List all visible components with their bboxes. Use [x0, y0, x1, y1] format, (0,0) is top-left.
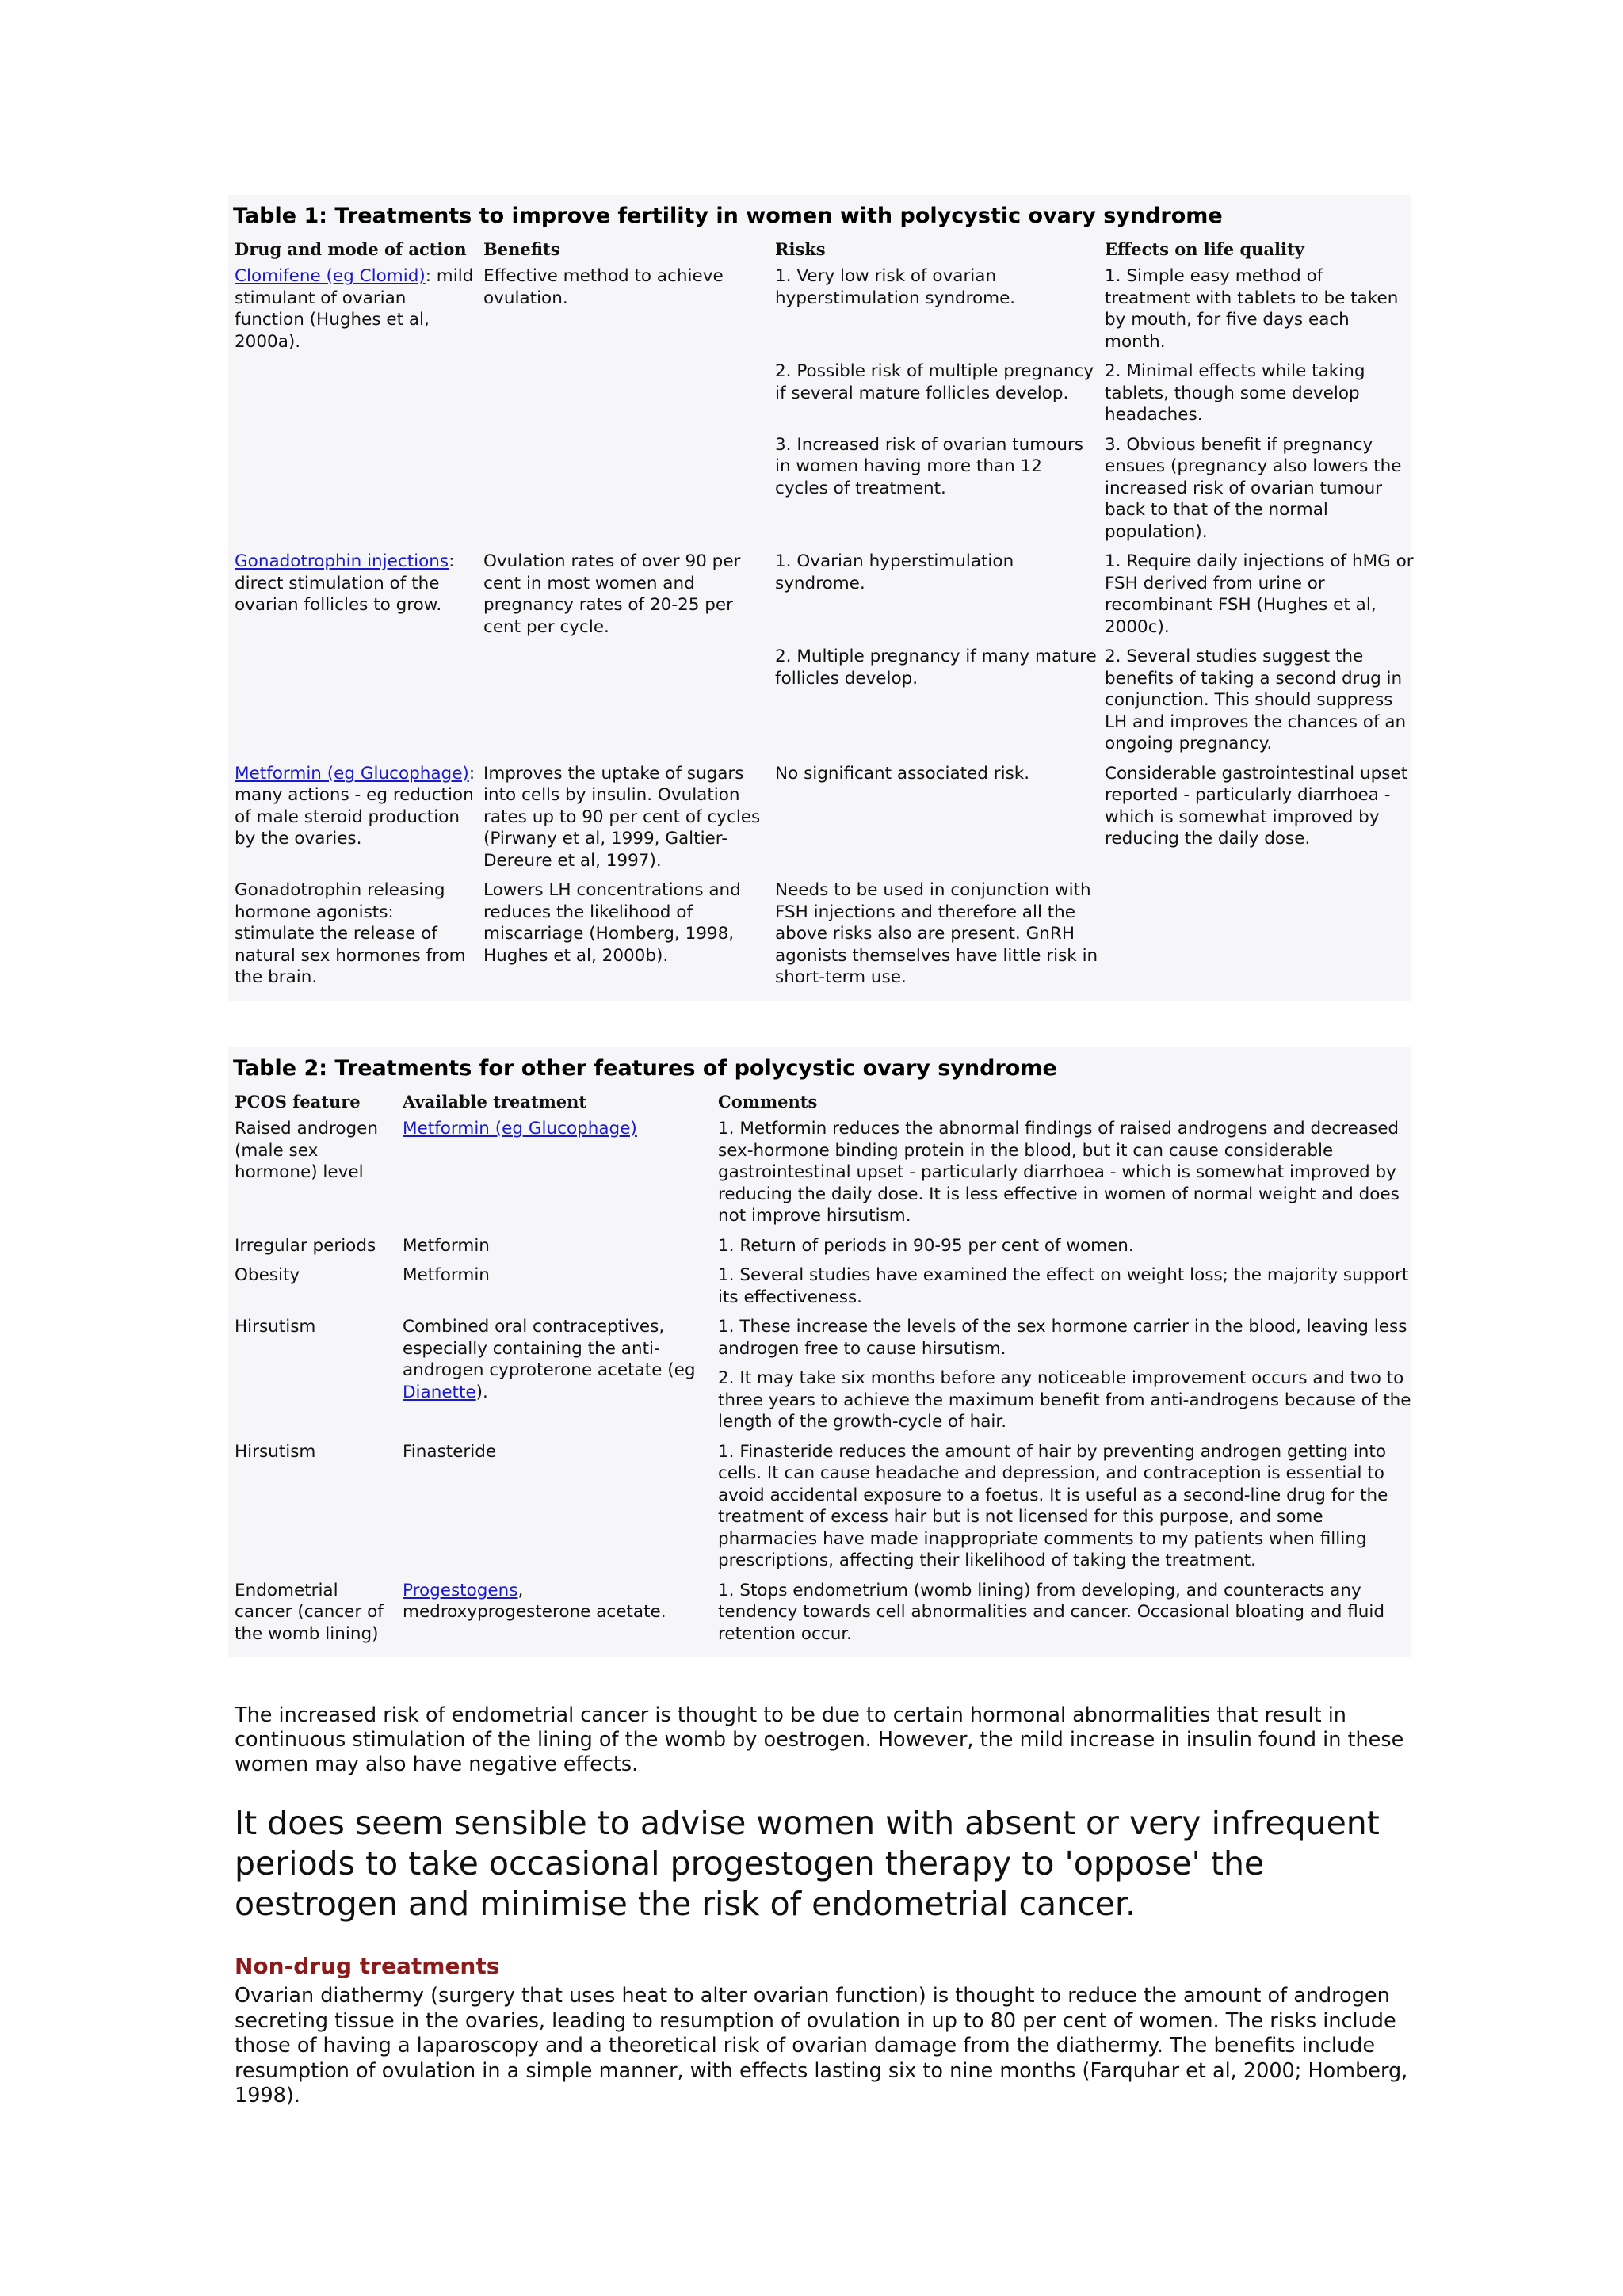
metformin-link[interactable]: Metformin (eg Glucophage) [235, 763, 469, 784]
table-row [233, 551, 1415, 646]
treatment-text: Combined oral contraceptives, especially containing the anti-androgen cyproterone acetate (eg [403, 1317, 696, 1380]
table-row [233, 265, 1415, 360]
life-quality-cell: 3. Obvious benefit if pregnancy ensues (pregnancy also lowers the increased risk of ovarian tumour back to that of the normal population). [1105, 434, 1402, 542]
life-quality-cell: 1. Require daily injections of hMG or FSH derived from urine or recombinant FSH (Hughes et al, 2000c). [1105, 551, 1414, 637]
drug-description: : mild stimulant of ovarian function (Hughes et al, 2000a). [235, 266, 474, 352]
table-1-header-row [233, 238, 1415, 265]
risk-cell: No significant associated risk. [775, 763, 1030, 784]
treatment-text: , medroxyprogesterone acetate. [403, 1580, 666, 1622]
risk-cell: 3. Increased risk of ovarian tumours in women having more than 12 cycles of treatment. [775, 434, 1083, 498]
feature-cell: Hirsutism [235, 1441, 316, 1462]
benefits-cell: Effective method to achieve ovulation. [483, 266, 724, 308]
table-1-header: Effects on life quality [1105, 239, 1304, 259]
treatment-cell: Finasteride [403, 1441, 497, 1462]
table-1-title: Table 1: Treatments to improve fertility in women with polycystic ovary syndrome [233, 204, 1223, 228]
risk-cell: Needs to be used in conjunction with FSH injections and therefore all the above risks also are present. GnRH agonists themselves have little risk in short-term use. [775, 880, 1098, 987]
metformin-glucophage-link[interactable]: Metformin (eg Glucophage) [403, 1119, 637, 1138]
table-2-header: PCOS feature [235, 1092, 361, 1112]
feature-cell: Obesity [235, 1265, 300, 1285]
table-row [233, 1441, 1414, 1580]
comments-cell: 1. Several studies have examined the effect on weight loss; the majority support its effectiveness. [718, 1265, 1409, 1307]
comments-cell: 1. Stops endometrium (womb lining) from developing, and counteracts any tendency towards cell abnormalities and cancer. Occasional bloating and fluid retention occur. [718, 1580, 1384, 1644]
comments-cell: 2. It may take six months before any noticeable improvement occurs and two to three years to achieve the maximum benefit from anti-androgens because of the length of the growth-cycle of hair. [718, 1368, 1411, 1432]
table-row [233, 1316, 1414, 1367]
dianette-link[interactable]: Dianette [403, 1382, 476, 1402]
table-row [233, 1118, 1414, 1235]
life-quality-cell: 2. Minimal effects while taking tablets, though some develop headaches. [1105, 361, 1365, 425]
benefits-cell: Ovulation rates of over 90 per cent in most women and pregnancy rates of 20-25 per cent per cycle. [483, 551, 741, 637]
risk-cell: 2. Possible risk of multiple pregnancy if several mature follicles develop. [775, 361, 1094, 403]
risk-cell: 1. Ovarian hyperstimulation syndrome. [775, 551, 1014, 593]
life-quality-cell: 1. Simple easy method of treatment with tablets to be taken by mouth, for five days each month. [1105, 266, 1399, 352]
table-1-grid [231, 238, 1417, 997]
treatment-cell [401, 1580, 715, 1653]
risk-cell: 1. Very low risk of ovarian hyperstimulation syndrome. [775, 266, 1016, 308]
endometrial-risk-paragraph: The increased risk of endometrial cancer is thought to be due to certain hormonal abnormalities that result in continuous stimulation of the lining of the womb by oestrogen. However, the mild increase in insulin found in these women may also have negative effects. [235, 1703, 1404, 1776]
ovarian-diathermy-paragraph: Ovarian diathermy (surgery that uses heat to alter ovarian function) is thought to reduce the amount of androgen secreting tissue in the ovaries, leading to resumption of ovulation in up to 80 per cent of women. The risks include those of having a laparoscopy and a theoretical risk of ovarian damage from the diathermy. The benefits include resumption of ovulation in a simple manner, with effects lasting six to nine months (Farquhar et al, 2000; Homberg, 1998). [235, 1984, 1408, 2107]
benefits-cell: Lowers LH concentrations and reduces the likelihood of miscarriage (Homberg, 1998, Hughes et al, 2000b). [483, 880, 741, 966]
drug-cell: Gonadotrophin releasing hormone agonists: stimulate the release of natural sex hormones from the brain. [235, 880, 466, 987]
treatment-cell [401, 1316, 715, 1441]
gonadotrophin-injections-link[interactable]: Gonadotrophin injections [235, 551, 449, 571]
benefits-cell: Improves the uptake of sugars into cells by insulin. Ovulation rates up to 90 per cent of cycles (Pirwany et al, 1999, Galtier-Dereure et al, 1997). [483, 763, 761, 871]
treatment-text: ). [475, 1382, 488, 1402]
feature-cell: Endometrial cancer (cancer of the womb lining) [235, 1580, 384, 1644]
table-1-header: Drug and mode of action [235, 239, 467, 259]
life-quality-cell [1103, 879, 1415, 997]
table-row [233, 763, 1415, 880]
pull-quote: It does seem sensible to advise women with absent or very infrequent periods to take occasional progestogen therapy to 'oppose' the oestrogen and minimise the risk of endometrial cancer. [235, 1804, 1380, 1923]
table-2 [228, 1047, 1411, 1657]
comments-cell: 1. Finasteride reduces the amount of hair by preventing androgen getting into cells. It can cause headache and depression, and contraception is essential to avoid accidental exposure to a foetus. It is useful as a second-line drug for the treatment of excess hair but is not licensed for this purpose, and some pharmacies have made inappropriate comments to my patients when filling prescriptions, affecting their likelihood of taking the treatment. [718, 1441, 1388, 1570]
progestogens-link[interactable]: Progestogens [403, 1580, 518, 1600]
drug-description: : many actions - eg reduction of male steroid production by the ovaries. [235, 763, 475, 849]
table-row [233, 1235, 1414, 1265]
treatment-cell: Metformin [403, 1235, 490, 1256]
table-1-header: Risks [775, 239, 826, 259]
table-1 [228, 195, 1414, 1001]
risk-cell: 2. Multiple pregnancy if many mature follicles develop. [775, 646, 1097, 688]
drug-description: : direct stimulation of the ovarian follicles to grow. [235, 551, 455, 615]
table-2-title: Table 2: Treatments for other features of polycystic ovary syndrome [233, 1056, 1057, 1081]
table-row [233, 879, 1415, 997]
treatment-cell: Metformin [403, 1265, 490, 1285]
feature-cell: Raised androgen (male sex hormone) level [235, 1119, 378, 1182]
table-2-header: Available treatment [403, 1092, 587, 1112]
drug-cell [233, 265, 480, 551]
table-2-header-row [233, 1090, 1414, 1118]
life-quality-cell: Considerable gastrointestinal upset reported - particularly diarrhoea - which is somewhat improved by reducing the daily dose. [1105, 763, 1408, 849]
table-row [233, 1580, 1414, 1653]
table-1-header: Benefits [483, 239, 560, 259]
comments-cell: 1. Return of periods in 90-95 per cent of women. [718, 1235, 1134, 1256]
table-2-header: Comments [718, 1092, 818, 1112]
treatment-cell [401, 1118, 715, 1235]
feature-cell: Hirsutism [235, 1317, 316, 1337]
life-quality-cell: 2. Several studies suggest the benefits of taking a second drug in conjunction. This should suppress LH and improves the chances of an ongoing pregnancy. [1105, 646, 1407, 753]
clomifene-link[interactable]: Clomifene (eg Clomid) [235, 266, 426, 286]
comments-cell: 1. These increase the levels of the sex hormone carrier in the blood, leaving less androgen free to cause hirsutism. [718, 1317, 1407, 1359]
table-2-grid [231, 1090, 1415, 1653]
drug-cell [233, 551, 480, 763]
feature-cell: Irregular periods [235, 1235, 376, 1256]
comments-cell: 1. Metformin reduces the abnormal findings of raised androgens and decreased sex-hormone binding protein in the blood, but it can cause considerable gastrointestinal upset - particularly diarrhoea - which is somewhat improved by reducing the daily dose. It is less effective in women of normal weight and does not improve hirsutism. [718, 1119, 1400, 1226]
section-heading-non-drug: Non-drug treatments [235, 1953, 500, 1979]
drug-cell [233, 763, 480, 880]
table-row [233, 1264, 1414, 1316]
